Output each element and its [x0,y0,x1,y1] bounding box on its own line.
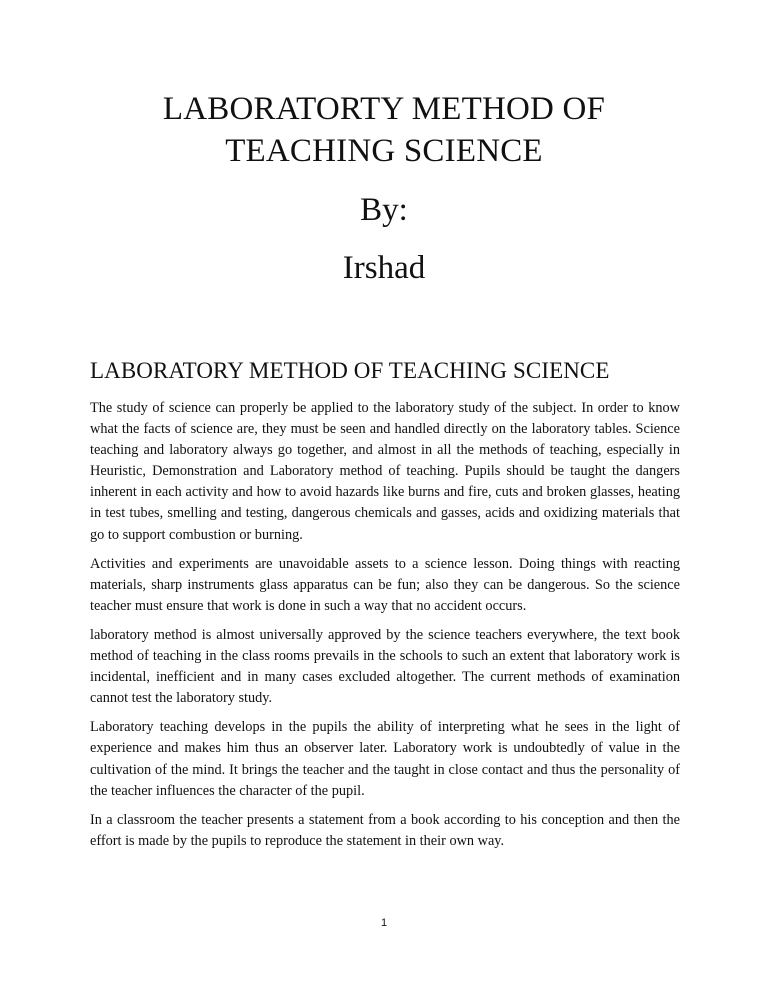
body-text [90,398,680,860]
by-label: By: [360,192,408,228]
paragraph: Laboratory teaching develops in the pupils the ability of interpreting what he sees in the light of experience and makes him thus an observer later. Laboratory work is undoubtedly of value in the cultivation of the mind. It brings the teacher and the taught in close contact and thus the personality of the teacher influences the character of the pupil. [90,719,680,799]
title-line-1: LABORATORTY METHOD OF [162,91,606,127]
section-heading: LABORATORY METHOD OF TEACHING SCIENCE [90,358,610,383]
paragraph: Activities and experiments are unavoidable assets to a science lesson. Doing things with reacting materials, sharp instruments glass apparatus can be fun; also they can be dangerous. So the science teacher must ensure that work is done in such a way that no accident occurs. [90,555,680,614]
paragraph: The study of science can properly be applied to the laboratory study of the subject. In order to know what the facts of science are, they must be seen and handled directly on the laboratory tables. Science teaching and laboratory always go together, and almost in all the methods of teaching, especially in Heuristic, Demonstration and Laboratory method of teaching. Pupils should be taught the dangers inherent in each activity and how to avoid hazards like burns and fire, cuts and broken glasses, heating in test tubes, smelling and testing, dangerous chemicals and gasses, acids and oxidizing materials that go to support combustion or burning. [90,400,680,543]
title-line-2: TEACHING SCIENCE [225,133,543,169]
document-title [100,88,668,172]
paragraph: In a classroom the teacher presents a statement from a book according to his conception and then the effort is made by the pupils to reproduce the statement in their own way. [90,811,680,849]
paragraph: laboratory method is almost universally approved by the science teachers everywhere, the text book method of teaching in the class rooms prevails in the schools to such an extent that laboratory work is incidental, inefficient and in many cases excluded altogether. The current methods of examination cannot test the laboratory study. [90,626,680,707]
page-number: 1 [380,917,388,929]
author-name: Irshad [342,250,426,286]
